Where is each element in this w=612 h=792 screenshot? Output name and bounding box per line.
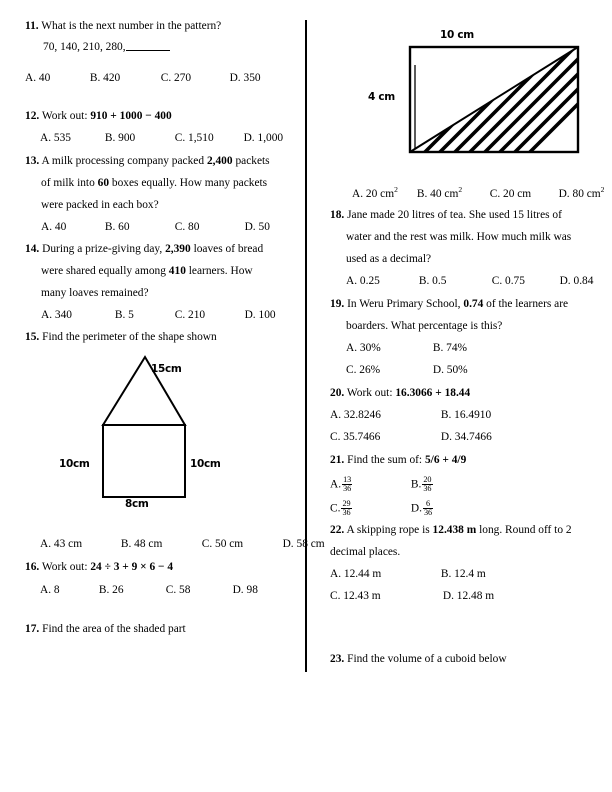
question-21-stem [330,454,466,466]
question-16-option-b[interactable]: B. 26 [98,584,124,596]
question-15-option-c[interactable]: C. 50 cm [201,538,244,550]
question-17-option-b[interactable]: B. 40 $cm^2$ [416,185,463,200]
question-11-options [25,72,261,84]
question-20-text: Work out: [346,387,393,399]
question-12-text: Work out: [41,110,88,122]
figure-house-shape [60,348,260,513]
question-11-text: What is the next number in the pattern? [41,20,222,32]
question-17-option-c[interactable]: C. 20 cm [489,187,532,200]
question-19-options-row1 [346,342,467,354]
superscript-2: 2 [394,185,398,194]
question-20-number: 20. [330,387,345,399]
question-16-expression: 24 ÷ 3 + 9 × 6 − 4 [90,561,174,573]
question-22-stem-line1 [330,524,572,536]
question-19-stem-line1 [330,298,568,310]
question-11-option-a[interactable]: A. 40 [25,72,51,84]
question-13-stem-line2 [41,177,267,189]
question-18-line1: Jane made 20 litres of tea. She used 15 litres of [347,209,562,221]
question-16-options [40,584,258,596]
question-18-options [346,275,593,287]
question-20-option-a[interactable]: A. 32.8246 [330,409,381,421]
question-19-value-decimal: 0.74 [463,298,484,310]
question-18-option-b[interactable]: B. 0.5 [418,275,447,287]
question-23-stem [330,653,507,665]
question-22-line1-c: long. Round off to 2 [479,524,572,536]
question-20-options-row2 [330,431,492,443]
question-14-option-d[interactable]: D. 100 [244,309,276,321]
question-21-options-row1 [330,476,433,494]
question-13-number: 13. [25,155,40,167]
question-19-options-row2 [346,364,468,376]
question-21-option-a[interactable]: A. $\frac{13}{36}$ [330,475,352,494]
question-15-option-a[interactable]: A. 43 cm [40,538,83,550]
fraction-20-36: $\frac{20}{36}$ [423,475,432,494]
question-18-number: 18. [330,209,345,221]
question-16-number: 16. [25,561,40,573]
question-18-option-a[interactable]: A. 0.25 [346,275,380,287]
superscript-2: 2 [600,185,605,194]
question-12-options [40,132,283,144]
question-17-option-a[interactable]: A. 20 $cm^2$ [352,185,398,200]
question-13-line1-c: packets [235,155,270,167]
question-14-number: 14. [25,243,40,255]
question-13-option-b[interactable]: B. 60 [104,221,130,233]
question-14-option-c[interactable]: C. 210 [174,309,206,321]
question-21-option-d[interactable]: D. $\frac{6}{36}$ [410,499,433,518]
question-22-option-c[interactable]: C. 12.43 m [330,590,381,602]
question-18-stem-line2: water and the rest was milk. How much milk was [346,231,572,243]
question-16-option-c[interactable]: C. 58 [165,584,191,596]
question-15-option-b[interactable]: B. 48 cm [120,538,163,550]
question-17-options [352,185,604,200]
question-22-options-row2 [330,590,494,602]
question-16-text: Work out: [41,561,88,573]
question-21-option-c[interactable]: C. $\frac{29}{36}$ [330,499,351,518]
question-20-expression: 16.3066 + 18.44 [395,387,471,399]
question-14-line1-c: loaves of bread [193,243,264,255]
question-20-option-b[interactable]: B. 16.4910 [440,409,492,421]
question-19-option-a[interactable]: A. 30% [346,342,381,354]
question-22-line1-a: A skipping rope is [346,524,430,536]
question-18-stem-line3: used as a decimal? [346,253,432,265]
question-14-option-b[interactable]: B. 5 [114,309,134,321]
question-12-expression: 910 + 1000 − 400 [90,110,172,122]
question-12-stem [25,110,172,122]
question-11-number: 11. [25,20,39,32]
house-square-body [103,425,185,497]
question-17-stem [25,623,186,635]
question-13-stem-line1 [25,155,270,167]
question-15-option-d[interactable]: D. 58 cm [282,538,325,550]
answer-blank-line [126,50,170,51]
question-21-text: Find the sum of: [347,454,423,466]
question-14-stem-line2 [41,265,253,277]
question-12-option-a[interactable]: A. 535 [40,132,72,144]
shaded-rectangle-svg [382,25,612,165]
question-11-option-b[interactable]: B. 420 [89,72,121,84]
question-20-options-row1 [330,409,491,421]
question-13-option-c[interactable]: C. 80 [174,221,200,233]
question-12-option-c[interactable]: C. 1,510 [174,132,214,144]
question-22-options-row1 [330,568,486,580]
question-14-value-learners: 410 [168,265,186,277]
question-14-stem-line3: many loaves remained? [41,287,149,299]
question-15-stem [25,331,217,343]
question-14-line2-a: were shared equally among [41,265,166,277]
question-14-stem-line1 [25,243,263,255]
superscript-2: 2 [458,185,463,194]
question-11-stem [25,20,221,32]
fraction-13-36: $\frac{13}{36}$ [343,475,352,494]
question-16-option-d[interactable]: D. 98 [232,584,258,596]
question-17-option-d[interactable]: D. 80 $cm^2$ [558,185,605,200]
question-14-options [41,309,276,321]
question-14-line2-c: learners. How [188,265,253,277]
question-22-number: 22. [330,524,345,536]
question-15-text: Find the perimeter of the shape shown [42,331,217,343]
question-14-value-loaves: 2,390 [165,243,191,255]
question-20-option-c[interactable]: C. 35.7466 [330,431,381,443]
question-11-sequence-text: 70, 140, 210, 280, [43,41,126,53]
question-16-option-a[interactable]: A. 8 [40,584,60,596]
question-17-text: Find the area of the shaded part [42,623,186,635]
question-21-expression: 5/6 + 4/9 [424,454,467,466]
question-14-option-a[interactable]: A. 340 [41,309,73,321]
question-21-number: 21. [330,454,345,466]
question-22-stem-line2: decimal places. [330,546,401,558]
fraction-29-36: $\frac{29}{36}$ [342,499,351,518]
question-19-option-c[interactable]: C. 26% [346,364,381,376]
question-11-option-c[interactable]: C. 270 [160,72,192,84]
figure-label-base-8cm: 8cm [125,498,149,510]
figure-shaded-rectangle [368,25,612,165]
question-18-option-d[interactable]: D. 0.84 [559,275,594,287]
figure-label-top-10cm: 10 cm [440,29,474,41]
question-11-sequence [43,41,170,53]
question-19-option-b[interactable]: B. 74% [432,342,468,354]
figure-label-right-10cm: 10cm [190,458,221,470]
question-13-value-packets: 2,400 [206,155,233,167]
question-13-line2-a: of milk into [41,177,95,189]
question-19-stem-line2: boarders. What percentage is this? [346,320,503,332]
question-13-options [41,221,270,233]
question-13-option-d[interactable]: D. 50 [244,221,270,233]
figure-label-left-4cm: 4 cm [368,91,395,103]
question-13-line1-a: A milk processing company packed [41,155,205,167]
question-19-line1-a: In Weru Primary School, [347,298,461,310]
question-22-option-b[interactable]: B. 12.4 m [440,568,486,580]
question-18-stem-line1 [330,209,562,221]
question-22-option-a[interactable]: A. 12.44 m [330,568,382,580]
question-19-line1-c: of the learners are [486,298,569,310]
question-13-value-boxes: 60 [97,177,110,189]
fraction-6-36: $\frac{6}{36}$ [423,499,433,518]
question-13-option-a[interactable]: A. 40 [41,221,67,233]
column-divider-rule [305,20,307,672]
question-21-options-row2 [330,500,433,518]
question-22-option-d[interactable]: D. 12.48 m [442,590,495,602]
question-17-number: 17. [25,623,40,635]
question-12-number: 12. [25,110,40,122]
question-13-line2-c: boxes equally. How many packets [111,177,268,189]
question-23-number: 23. [330,653,345,665]
question-11-option-d[interactable]: D. 350 [229,72,261,84]
question-15-number: 15. [25,331,40,343]
question-19-number: 19. [330,298,345,310]
figure-label-left-10cm: 10cm [59,458,90,470]
question-22-value-length: 12.438 m [432,524,477,536]
question-15-options [40,538,325,550]
question-12-option-b[interactable]: B. 900 [104,132,136,144]
question-14-line1-a: During a prize-giving day, [42,243,163,255]
question-16-stem [25,561,173,573]
question-20-stem [330,387,470,399]
figure-label-slant-15cm: 15cm [151,363,182,375]
question-21-option-b[interactable]: B. $\frac{20}{36}$ [410,475,432,494]
question-19-option-d[interactable]: D. 50% [432,364,468,376]
question-13-stem-line3: were packed in each box? [41,199,159,211]
question-12-option-d[interactable]: D. 1,000 [243,132,284,144]
question-18-option-c[interactable]: C. 0.75 [491,275,525,287]
question-20-option-d[interactable]: D. 34.7466 [440,431,492,443]
question-23-text: Find the volume of a cuboid below [347,653,507,665]
